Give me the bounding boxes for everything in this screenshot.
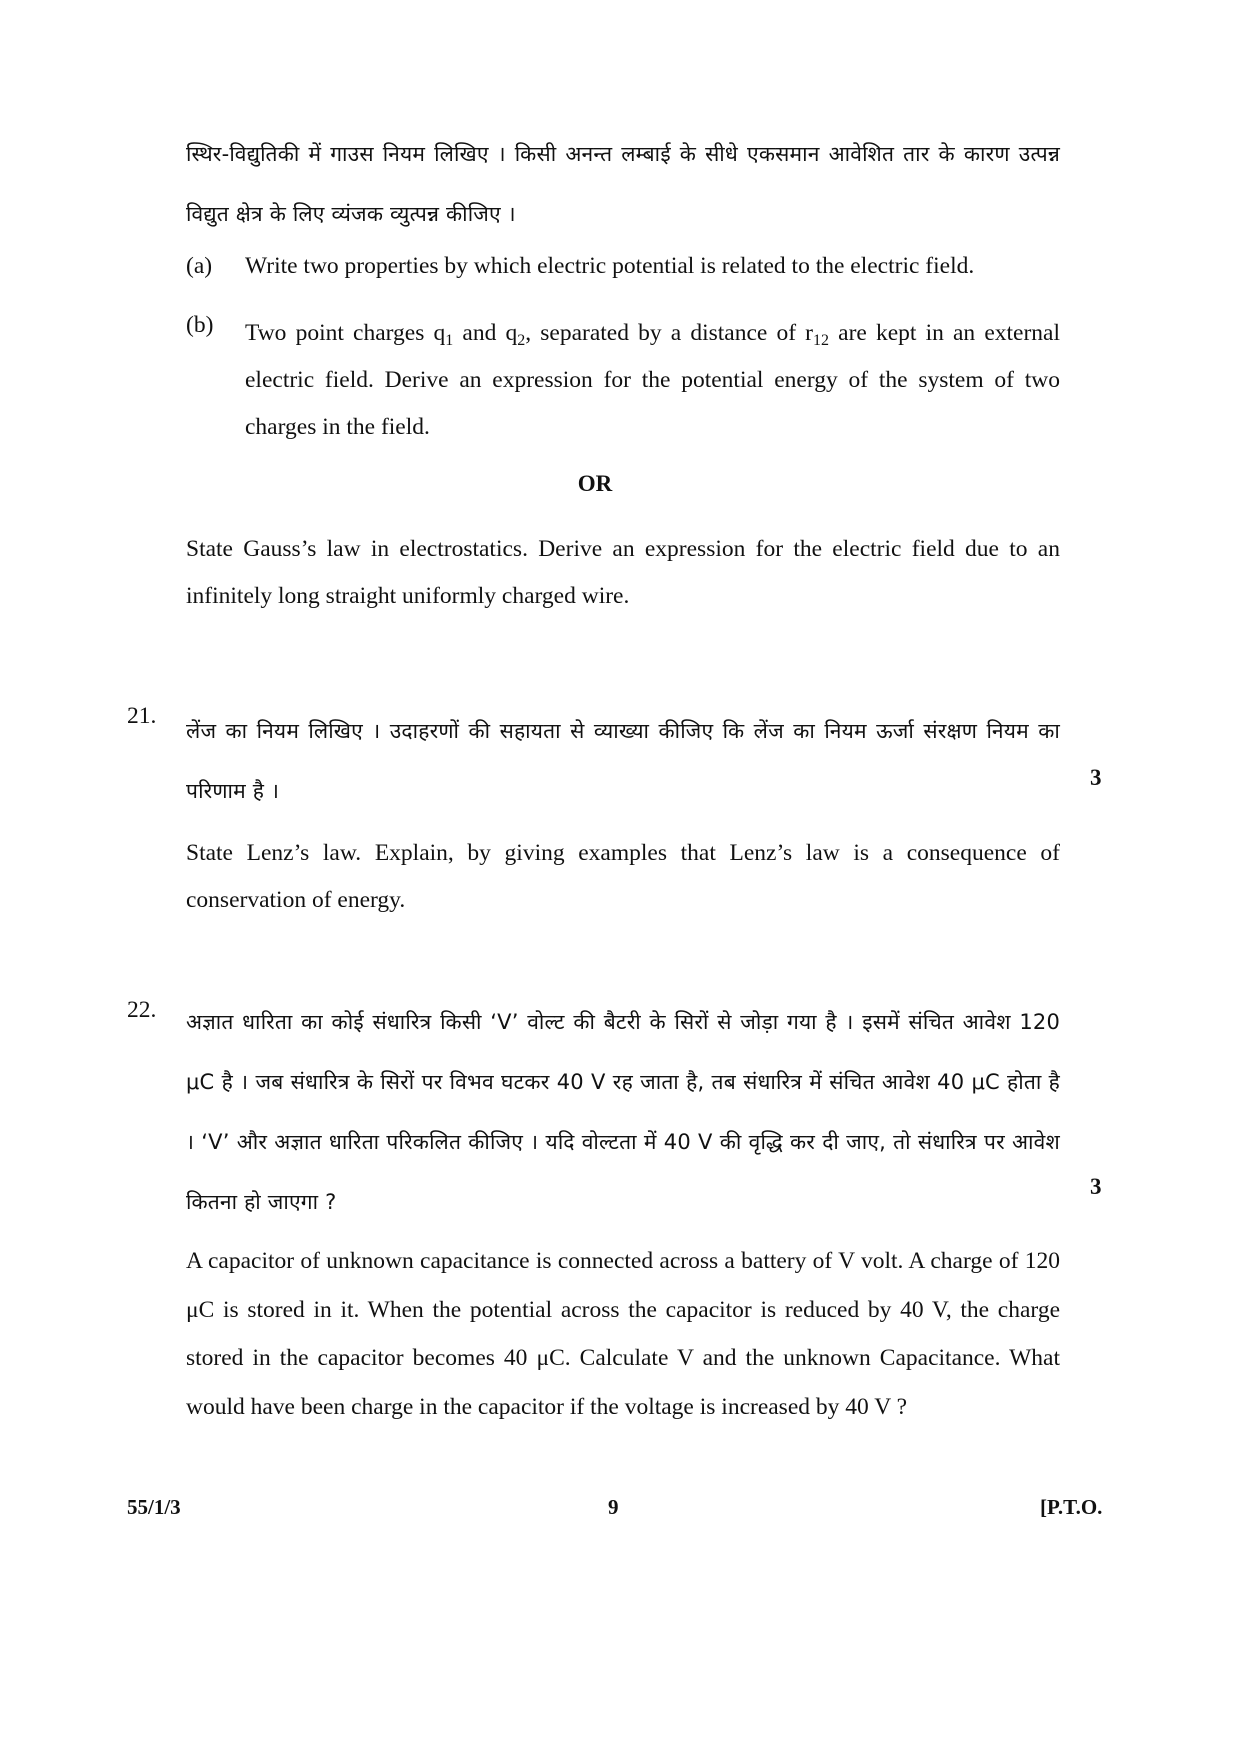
q21-english-text: State Lenz’s law. Explain, by giving examples that Lenz’s law is a consequence of conservation of energy.: [186, 840, 1060, 913]
q22-marks: 3: [1090, 1174, 1102, 1199]
paper-code: 55/1/3: [127, 1495, 181, 1519]
q21-number: 21.: [127, 703, 157, 729]
q20-part-b-label: (b): [186, 312, 214, 338]
q21-hindi-text: लेंज का नियम लिखिए । उदाहरणों की सहायता से व्याख्या कीजिए कि लेंज का नियम ऊर्जा संरक्षण नियम का परिणाम है ।: [186, 719, 1060, 803]
page-number: 9: [608, 1495, 619, 1519]
q20-part-a-text: Write two properties by which electric potential is related to the electric field.: [245, 253, 975, 279]
q22-hindi-text: अज्ञात धारिता का कोई संधारित्र किसी ‘V’ वोल्ट की बैटरी के सिरों से जोड़ा गया है । इसमें संचित आवेश 120 μC है । जब संधारित्र के सिरों पर विभव घटकर 40 V रह जाता है, तब संधारित्र में संचित आवेश 40 μC होता है । ‘V’ और अज्ञात धारिता परिकलित कीजिए । यदि वोल्टता में 40 V की वृद्धि कर दी जाए, तो संधारित्र पर आवेश कितना हो जाएगा ?: [186, 1010, 1060, 1214]
pto-label: [P.T.O.: [1040, 1495, 1103, 1519]
q21-marks: 3: [1090, 765, 1102, 790]
q20-part-b-text: Two point charges $q_1$ and $q_2$, separated by a distance of $r_{12}$ are kept in an external electric field. Derive an expression for the potential energy of the system of two charges in the field.: [245, 320, 1060, 440]
q22-english-text: A capacitor of unknown capacitance is connected across a battery of V volt. A charge of 120 μC is stored in it. When the potential across the capacitor is reduced by 40 V, the charge stored in the capacitor becomes 40 μC. Calculate V and the unknown Capacitance. What would have been charge in the capacitor if the voltage is increased by 40 V ?: [186, 1248, 1060, 1420]
q20-english-or-text: State Gauss’s law in electrostatics. Derive an expression for the electric field due to an infinitely long straight uniformly charged wire.: [186, 536, 1060, 609]
q20-part-a-label: (a): [186, 253, 213, 279]
q22-number: 22.: [127, 997, 157, 1023]
q20-hindi-or-text: स्थिर-विद्युतिकी में गाउस नियम लिखिए । किसी अनन्त लम्बाई के सीधे एकसमान आवेशित तार के कारण उत्पन्न विद्युत क्षेत्र के लिए व्यंजक व्युत्पन्न कीजिए ।: [186, 142, 1060, 226]
or-separator: OR: [577, 471, 613, 496]
